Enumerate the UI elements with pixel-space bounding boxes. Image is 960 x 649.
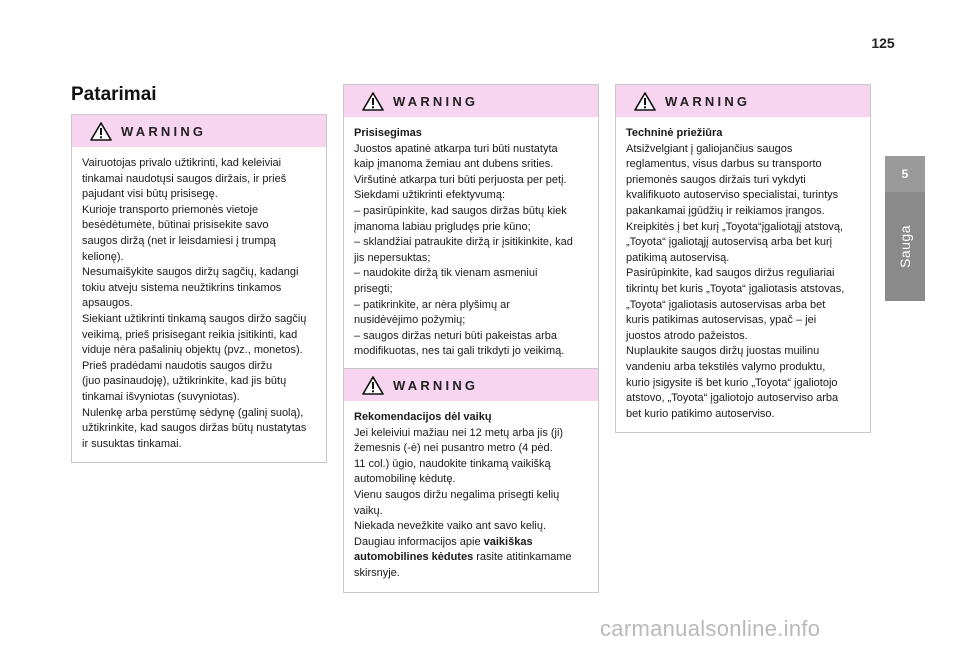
text-line: (juo pasinaudoję), užtikrinkite, kad jis būtų — [82, 375, 287, 388]
text-line: žemesnis (-ė) nei pusantro metro (4 pėd. — [354, 442, 553, 455]
text-line: – sklandžiai patraukite diržą ir įsitikinkite, kad — [354, 236, 573, 249]
text-line: Vienu saugos diržu negalima prisegti kelių — [354, 488, 560, 501]
text-line: modifikuotas, nes tai gali trikdyti jo veikimą. — [354, 345, 565, 358]
text-line: viduje nėra pašalinių objektų (pvz., monetos). — [82, 344, 303, 357]
warning-heading: Rekomendacijos dėl vaikų — [354, 411, 492, 423]
text-line: prisegti; — [354, 282, 393, 295]
page-number: 125 — [871, 35, 895, 51]
text-line: tokiu atveju sistema neužtikrins tinkamos — [82, 281, 282, 294]
text-line: Nulenkę arba perstūmę sėdynę (galinį suolą), — [82, 406, 304, 419]
text-line: juostos atrodo pažeistos. — [626, 329, 748, 342]
warning-label: WARNING — [393, 377, 479, 393]
warning-header — [344, 85, 598, 117]
text-line: saugos diržą (net ir leisdamiesi į trumpą — [82, 234, 276, 247]
text-line: patikimą autoservisą. — [626, 251, 730, 264]
warning-box-children — [343, 368, 599, 593]
text-line: įmanoma labiau prigludęs prie kūno; — [354, 220, 531, 233]
warning-header — [616, 85, 870, 117]
text-line: pajudant visi būtų prisisegę. — [82, 188, 218, 201]
warning-heading: Techninė priežiūra — [626, 127, 723, 139]
warning-label: WARNING — [121, 123, 207, 139]
text-line: nusidėvėjimo požymių; — [354, 314, 466, 327]
text-line: vaikų. — [354, 504, 383, 517]
warning-triangle-icon — [634, 92, 656, 111]
chapter-tab-label: Sauga — [897, 224, 913, 268]
text-line: tinkamai naudotųsi saugos diržais, ir prieš — [82, 172, 287, 185]
warning-body — [72, 147, 326, 462]
text-line: Viršutinė atkarpa turi būti perjuosta per petį. — [354, 173, 567, 186]
text-line: besėdėtumėte, būtinai prisisekite savo — [82, 219, 269, 232]
text-line: atstovo, „Toyota“ įgaliotojo autoserviso arba — [626, 392, 839, 405]
text-line: Kurioje transporto priemonės vietoje — [82, 203, 259, 216]
text-line: vandeniu arba tekstilės valymo produktu, — [626, 360, 826, 373]
warning-triangle-icon — [362, 92, 384, 111]
text-line: bet kurio patikimo autoserviso. — [626, 407, 775, 420]
chapter-tab-label-wrap — [885, 196, 925, 296]
text-fragment: Daugiau informacijos apie — [354, 535, 481, 548]
text-line: kuris patikimas autoservisas, ypač – jei — [626, 314, 817, 327]
section-title: Patarimai — [71, 84, 157, 105]
text-line: tikrintų bet kuris „Toyota“ įgaliotasis atstovas, — [626, 282, 845, 295]
warning-label: WARNING — [665, 93, 751, 109]
text-line: Pasirūpinkite, kad saugos diržus reguliariai — [626, 267, 835, 280]
warning-body — [344, 117, 598, 370]
text-line: Kreipkitės į bet kurį „Toyota“įgaliotąjį atstovą, — [626, 220, 844, 233]
warning-box-general — [71, 114, 327, 463]
text-line: – pasirūpinkite, kad saugos diržas būtų kiek — [354, 204, 567, 217]
text-line — [354, 535, 590, 551]
text-line: Prieš pradėdami naudotis saugos diržu — [82, 359, 273, 372]
text-line: ir susuktas tinkamai. — [82, 437, 182, 450]
warning-body — [616, 117, 870, 432]
text-line — [354, 550, 590, 566]
text-line: reglamentus, visus darbus su transporto — [626, 158, 822, 171]
text-line: – saugos diržas neturi būti pakeistas arba — [354, 329, 558, 342]
text-line: tinkamai išvyniotas (suvyniotas). — [82, 390, 240, 403]
text-line: „Toyota“ įgaliotąjį autoservisą arba bet kurį — [626, 236, 833, 249]
text-line: – patikrinkite, ar nėra plyšimų ar — [354, 298, 510, 311]
text-line: jis nepersuktas; — [354, 251, 431, 264]
text-line: veikimą, prieš prisisegant reikia įsitikinti, kad — [82, 328, 298, 341]
text-line: Siekdami užtikrinti efektyvumą: — [354, 189, 505, 202]
text-line: Nuplaukite saugos diržų juostas muilinu — [626, 345, 820, 358]
text-line: kaip įmanoma žemiau ant dubens srities. — [354, 158, 554, 171]
text-line: pakankamai įgūdžių ir reikiamos įrangos. — [626, 204, 825, 217]
text-fragment: rasite atitinkamame — [473, 551, 572, 564]
text-line: skirsnyje. — [354, 566, 400, 579]
warning-box-maintenance — [615, 84, 871, 433]
text-line: Siekiant užtikrinti tinkamą saugos diržo sagčių — [82, 312, 307, 325]
text-line: Jei keleiviui mažiau nei 12 metų arba jis (ji) — [354, 426, 564, 439]
text-line: Nesumaišykite saugos diržų sagčių, kadangi — [82, 266, 299, 279]
text-line: apsaugos. — [82, 297, 133, 310]
text-line: kelionę). — [82, 250, 124, 263]
text-line: užtikrinkite, kad saugos diržas būtų nustatytas — [82, 422, 307, 435]
chapter-tab-number: 5 — [885, 156, 925, 192]
warning-label: WARNING — [393, 93, 479, 109]
watermark-text: carmanualsonline.info — [600, 616, 821, 641]
link-text: vaikiškas — [483, 535, 533, 548]
text-line: Atsižvelgiant į galiojančius saugos — [626, 142, 793, 155]
warning-box-fastening — [343, 84, 599, 371]
text-line: automobilinę kėdutę. — [354, 473, 456, 486]
text-line: Vairuotojas privalo užtikrinti, kad keleiviai — [82, 157, 282, 169]
link-text: automobilines kėdutes — [354, 551, 474, 564]
text-line: – naudokite diržą tik vienam asmeniui — [354, 267, 538, 280]
text-line: kvalifikuoto autoserviso specialistai, turintys — [626, 189, 839, 202]
text-line: Niekada nevežkite vaiko ant savo kelių. — [354, 520, 546, 533]
text-line: 11 col.) ūgio, naudokite tinkamą vaikišką — [354, 457, 551, 470]
warning-body — [344, 401, 598, 592]
warning-triangle-icon — [90, 122, 112, 141]
text-line: priemonės saugos diržais turi vykdyti — [626, 173, 806, 186]
warning-heading: Prisisegimas — [354, 127, 422, 139]
text-line: Juostos apatinė atkarpa turi būti nustatyta — [354, 142, 558, 155]
warning-triangle-icon — [362, 376, 384, 395]
warning-header — [344, 369, 598, 401]
warning-header — [72, 115, 326, 147]
text-line: „Toyota“ įgaliotasis autoservisas arba bet — [626, 298, 826, 311]
text-line: kurio įsigysite iš bet kurio „Toyota“ įgaliotojo — [626, 376, 838, 389]
